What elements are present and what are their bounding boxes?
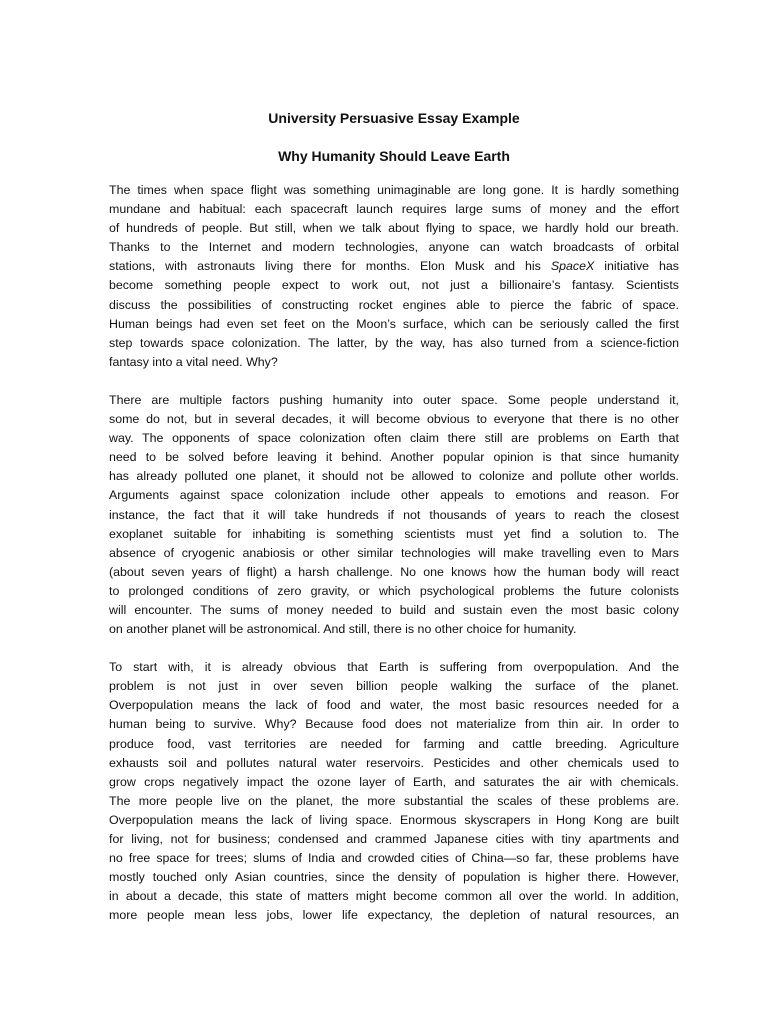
paragraph-line: produce food, vast territories are needed for farming and cattle breeding. Agriculture (109, 736, 679, 751)
paragraph-line: There are multiple factors pushing humanity into outer space. Some people understand it, (109, 392, 679, 407)
paragraph-line: instance, the fact that it will take hundreds if not thousands of years to reach the closest (109, 507, 679, 522)
line-segment: initiative has (604, 259, 679, 274)
paragraph-line: (about seven years of flight) a harsh challenge. No one knows how the human body will react (109, 564, 679, 579)
paragraph-line-with-emphasis (109, 257, 679, 276)
paragraph-line: has already polluted one planet, it should not be allowed to colonize and pollute other worlds. (109, 469, 679, 484)
paragraph-line: on another planet will be astronomical. And still, there is no other choice for humanity. (109, 622, 577, 637)
paragraph-line: To start with, it is already obvious that Earth is suffering from overpopulation. And the (109, 660, 679, 675)
paragraph-line: some do not, but in several decades, it will become obvious to everyone that there is no other (109, 412, 679, 427)
paragraph-line: mostly touched only Asian countries, since the density of population is higher there. However, (109, 870, 679, 885)
paragraph-line: need to be solved before leaving it behind. Another popular opinion is that since humanity (109, 450, 679, 465)
paragraph-line: of hundreds of people. But still, when we talk about flying to space, we hardly hold our breath. (109, 221, 679, 236)
paragraph-line: no free space for trees; slums of India and crowded cities of China—so far, these problems have (109, 851, 679, 866)
paragraph-3 (109, 658, 679, 925)
paragraph-line: absence of cryogenic anabiosis or other similar technologies will make travelling even to Mars (109, 545, 679, 560)
line-segment: stations, with astronauts living there for months. Elon Musk and his (109, 259, 541, 274)
paragraph-line: Overpopulation means the lack of food and water, the most basic resources needed for a (109, 698, 679, 713)
paragraph-line: Human beings had even set feet on the Moon’s surface, which can be seriously called the first (109, 316, 679, 331)
paragraph-line: Overpopulation means the lack of living space. Enormous skyscrapers in Hong Kong are built (109, 812, 679, 827)
paragraph-line: mundane and habitual: each spacecraft launch requires large sums of money and the effort (109, 202, 679, 217)
paragraph-line: exhausts soil and pollutes natural water reservoirs. Pesticides and other chemicals used to (109, 755, 679, 770)
paragraph-line: fantasy into a vital need. Why? (109, 354, 278, 369)
document-page (109, 108, 679, 925)
paragraph-line: way. The opponents of space colonization often claim there still are problems on Earth that (109, 431, 679, 446)
paragraph-line: problem is not just in over seven billion people walking the surface of the planet. (109, 679, 679, 694)
essay-subtitle: Why Humanity Should Leave Earth (278, 148, 510, 164)
paragraph-line: exoplanet suitable for inhabiting is something scientists must yet find a solution to. The (109, 526, 679, 541)
paragraph-line: for living, not for business; condensed and crammed Japanese cities with tiny apartments and (109, 832, 679, 846)
paragraph-line: The more people live on the planet, the more substantial the scales of these problems are. (109, 793, 679, 808)
paragraph-line: to prolonged conditions of zero gravity, or which psychological problems the future colonists (109, 583, 679, 598)
paragraph-line: human being to survive. Why? Because food does not materialize from thin air. In order to (109, 717, 679, 732)
paragraph-2 (109, 391, 679, 639)
essay-title: University Persuasive Essay Example (268, 110, 520, 126)
paragraph-line: become something people expect to work out, not just a billionaire’s fantasy. Scientists (109, 278, 679, 293)
paragraph-line: grow crops negatively impact the ozone layer of Earth, and saturates the air with chemicals. (109, 774, 679, 789)
paragraph-1 (109, 181, 679, 372)
paragraph-line: step towards space colonization. The latter, by the way, has also turned from a science-fiction (109, 335, 679, 350)
paragraph-line: The times when space flight was something unimaginable are long gone. It is hardly something (109, 183, 679, 197)
paragraph-line: discuss the possibilities of constructing rocket engines able to pierce the fabric of space. (109, 297, 679, 312)
paragraph-line: more people mean less jobs, lower life expectancy, the depletion of natural resources, an (109, 908, 679, 923)
paragraph-line: in about a decade, this state of matters might become common all over the world. In addition, (109, 889, 679, 904)
paragraph-line: Arguments against space colonization include other appeals to emotions and reason. For (109, 488, 679, 503)
paragraph-line: will encounter. The sums of money needed to build and sustain even the most basic colony (109, 602, 679, 617)
paragraph-line: Thanks to the Internet and modern technologies, anyone can watch broadcasts of orbital (109, 240, 679, 255)
emphasized-term: SpaceX (550, 259, 595, 274)
